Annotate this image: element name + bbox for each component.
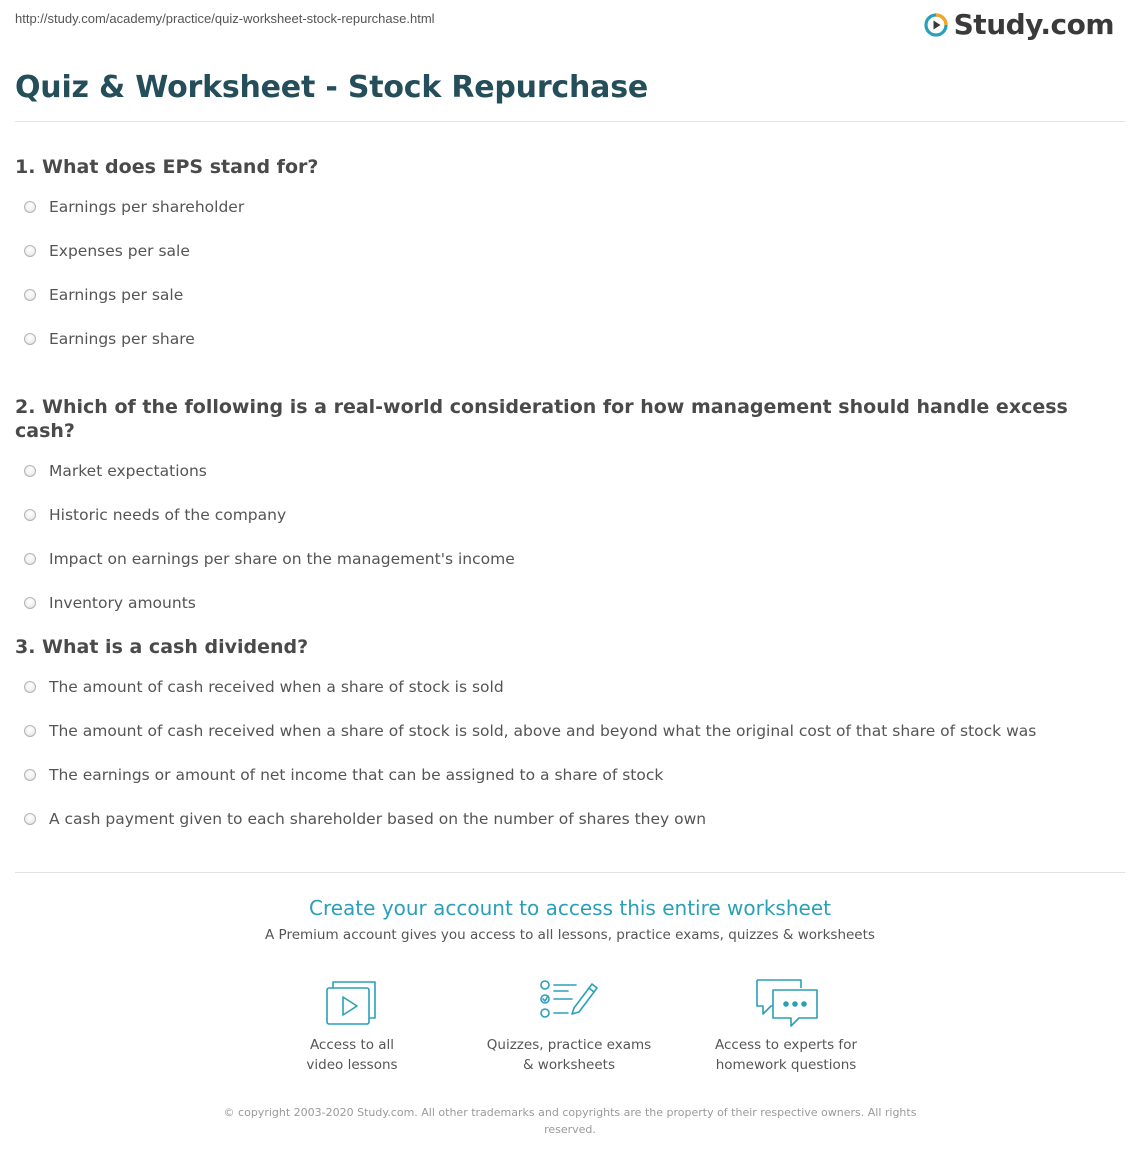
- video-lessons-icon: [317, 974, 387, 1030]
- question-text: 3. What is a cash dividend?: [15, 636, 309, 658]
- answer-option[interactable]: [15, 330, 1125, 374]
- quiz-checklist-icon: [534, 974, 604, 1030]
- answer-option[interactable]: [15, 242, 1125, 286]
- answer-options: [15, 198, 1125, 374]
- feature-quizzes: [469, 974, 669, 1075]
- study-logo[interactable]: [924, 8, 1114, 42]
- answer-label: The amount of cash received when a share of stock is sold, above and beyond what the original cost of that share of stock was: [49, 722, 1037, 740]
- feature-label: Access to all video lessons: [306, 1037, 398, 1073]
- copyright-text: © copyright 2003-2020 Study.com. All other trademarks and copyrights are the property of their respective owners. All rights reserved.: [223, 1106, 917, 1136]
- radio-button[interactable]: [24, 201, 36, 213]
- question-1: [15, 155, 1125, 374]
- radio-button[interactable]: [24, 769, 36, 781]
- question-text: 2. Which of the following is a real-world consideration for how management should handle excess cash?: [15, 396, 1068, 442]
- radio-button[interactable]: [24, 245, 36, 257]
- copyright-notice: [0, 1104, 1140, 1138]
- answer-option[interactable]: [15, 462, 1125, 506]
- radio-button[interactable]: [24, 725, 36, 737]
- answer-option[interactable]: [15, 594, 1125, 638]
- divider: [15, 872, 1125, 873]
- radio-button[interactable]: [24, 289, 36, 301]
- answer-label: Earnings per share: [49, 330, 195, 348]
- divider: [15, 121, 1125, 122]
- question-3: [15, 635, 1125, 854]
- answer-label: The amount of cash received when a share of stock is sold: [49, 678, 504, 696]
- question-text: 1. What does EPS stand for?: [15, 156, 319, 178]
- page-title: Quiz & Worksheet - Stock Repurchase: [15, 70, 649, 105]
- answer-label: Expenses per sale: [49, 242, 190, 260]
- answer-label: Impact on earnings per share on the management's income: [49, 550, 515, 568]
- radio-button[interactable]: [24, 333, 36, 345]
- feature-label: Access to experts for homework questions: [714, 1037, 857, 1073]
- answer-options: [15, 462, 1125, 638]
- question-2: [15, 395, 1125, 638]
- answer-option[interactable]: [15, 198, 1125, 242]
- answer-option[interactable]: [15, 550, 1125, 594]
- radio-button[interactable]: [24, 597, 36, 609]
- radio-button[interactable]: [24, 813, 36, 825]
- cta-link[interactable]: Create your account to access this entire worksheet: [309, 896, 831, 920]
- feature-experts: [686, 974, 886, 1075]
- answer-option[interactable]: [15, 810, 1125, 854]
- answer-label: Historic needs of the company: [49, 506, 287, 524]
- page-url: http://study.com/academy/practice/quiz-worksheet-stock-repurchase.html: [15, 11, 435, 26]
- answer-options: [15, 678, 1125, 854]
- answer-option[interactable]: [15, 286, 1125, 330]
- radio-button[interactable]: [24, 681, 36, 693]
- play-circle-icon: [924, 13, 948, 37]
- answer-label: The earnings or amount of net income that can be assigned to a share of stock: [49, 766, 664, 784]
- radio-button[interactable]: [24, 465, 36, 477]
- logo-text: Study.com: [953, 8, 1114, 41]
- chat-bubbles-icon: [751, 974, 821, 1030]
- radio-button[interactable]: [24, 509, 36, 521]
- answer-option[interactable]: [15, 506, 1125, 550]
- answer-label: Earnings per shareholder: [49, 198, 245, 216]
- answer-option[interactable]: [15, 678, 1125, 722]
- signup-cta: [0, 895, 1140, 944]
- answer-label: A cash payment given to each shareholder based on the number of shares they own: [49, 810, 707, 828]
- answer-label: Earnings per sale: [49, 286, 184, 304]
- feature-video-lessons: [252, 974, 452, 1075]
- radio-button[interactable]: [24, 553, 36, 565]
- answer-label: Market expectations: [49, 462, 207, 480]
- answer-option[interactable]: [15, 766, 1125, 810]
- cta-subtitle: A Premium account gives you access to all lessons, practice exams, quizzes & worksheets: [265, 927, 875, 943]
- answer-label: Inventory amounts: [49, 594, 196, 612]
- feature-label: Quizzes, practice exams & worksheets: [486, 1037, 652, 1073]
- answer-option[interactable]: [15, 722, 1125, 766]
